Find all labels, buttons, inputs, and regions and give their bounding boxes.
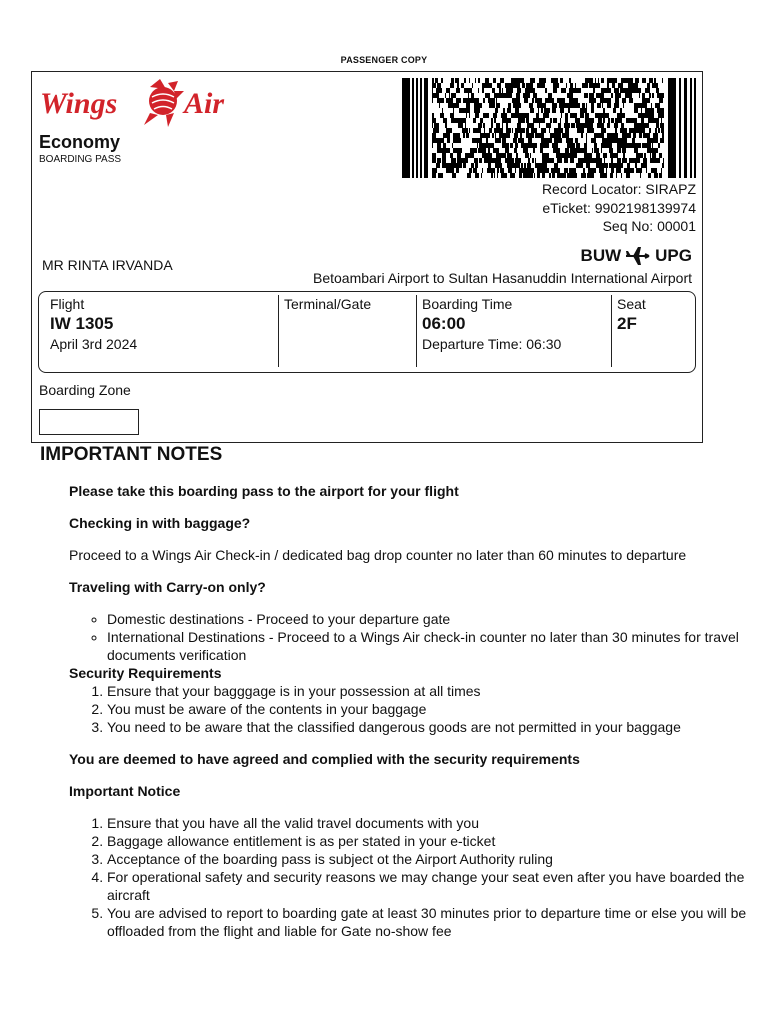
boarding-pass-label: BOARDING PASS (39, 154, 122, 165)
record-locator: Record Locator: SIRAPZ (541, 181, 696, 197)
carry-on-list (69, 610, 749, 664)
boarding-time-label: Boarding Time (422, 296, 513, 312)
agreement-text: You are deemed to have agreed and complied with the security requirements (69, 751, 580, 767)
security-heading: Security Requirements (69, 665, 222, 681)
boarding-time: 06:00 (422, 314, 466, 333)
flight-date: April 3rd 2024 (50, 336, 138, 352)
seat-label: Seat (617, 296, 646, 312)
list-item: ◦ International Destinations - Proceed to a Wings Air check-in counter no later than 30 minutes for travel documents verification (107, 628, 749, 664)
wings-air-logo (38, 77, 238, 133)
route-codes (581, 246, 692, 266)
column-divider (611, 295, 612, 367)
column-divider (278, 295, 279, 367)
list-item: 2. Baggage allowance entitlement is as per stated in your e-ticket (107, 832, 749, 850)
important-notice-heading: Important Notice (69, 783, 181, 799)
origin-code: BUW (580, 246, 622, 265)
carry-on-heading: Traveling with Carry-on only? (69, 579, 266, 595)
departure-time: Departure Time: 06:30 (422, 336, 562, 352)
boarding-zone-box (39, 409, 139, 435)
notes-section (69, 482, 749, 954)
boarding-zone-label: Boarding Zone (39, 382, 131, 398)
terminal-gate-label: Terminal/Gate (284, 296, 372, 312)
logo-text-wings: Wings (40, 87, 118, 120)
flight-label: Flight (50, 296, 85, 312)
seat-number: 2F (617, 314, 637, 333)
list-item: 3. Acceptance of the boarding pass is subject ot the Airport Authority ruling (107, 850, 749, 868)
passenger-name: MR RINTA IRVANDA (42, 257, 173, 273)
destination-code: UPG (655, 246, 692, 265)
list-item: 5. You are advised to report to boarding gate at least 30 minutes prior to departure time or else you will be offloaded from the flight and liable for Gate no-show fee (107, 904, 749, 940)
passenger-copy-label: PASSENGER COPY (340, 55, 428, 65)
important-notes-title: IMPORTANT NOTES (40, 444, 223, 465)
baggage-text: Proceed to a Wings Air Check-in / dedicated bag drop counter no later than 60 minutes to departure (69, 547, 687, 563)
lion-emblem-icon (144, 79, 184, 127)
airplane-icon (625, 246, 651, 266)
logo-text-air: Air (184, 87, 225, 120)
security-list (69, 682, 749, 736)
baggage-heading: Checking in with baggage? (69, 515, 251, 531)
list-item: 1. Ensure that your bagggage is in your possession at all times (107, 682, 749, 700)
list-item: 4. For operational safety and security reasons we may change your seat even after you have boarded the aircraft (107, 868, 749, 904)
notice-list (69, 814, 749, 940)
list-item: ◦ Domestic destinations - Proceed to your departure gate (107, 610, 749, 628)
eticket-number: eTicket: 9902198139974 (542, 200, 696, 216)
flight-number: IW 1305 (50, 314, 114, 333)
pdf417-barcode (402, 78, 696, 178)
list-item: 1. Ensure that you have all the valid travel documents with you (107, 814, 749, 832)
notes-intro: Please take this boarding pass to the airport for your flight (69, 483, 459, 499)
sequence-number: Seq No: 00001 (602, 218, 696, 234)
list-item: 3. You need to be aware that the classified dangerous goods are not permitted in your baggage (107, 718, 749, 736)
list-item: 2. You must be aware of the contents in your baggage (107, 700, 749, 718)
route-description: Betoambari Airport to Sultan Hasanuddin International Airport (312, 270, 692, 286)
column-divider (416, 295, 417, 367)
cabin-class: Economy (39, 132, 121, 152)
